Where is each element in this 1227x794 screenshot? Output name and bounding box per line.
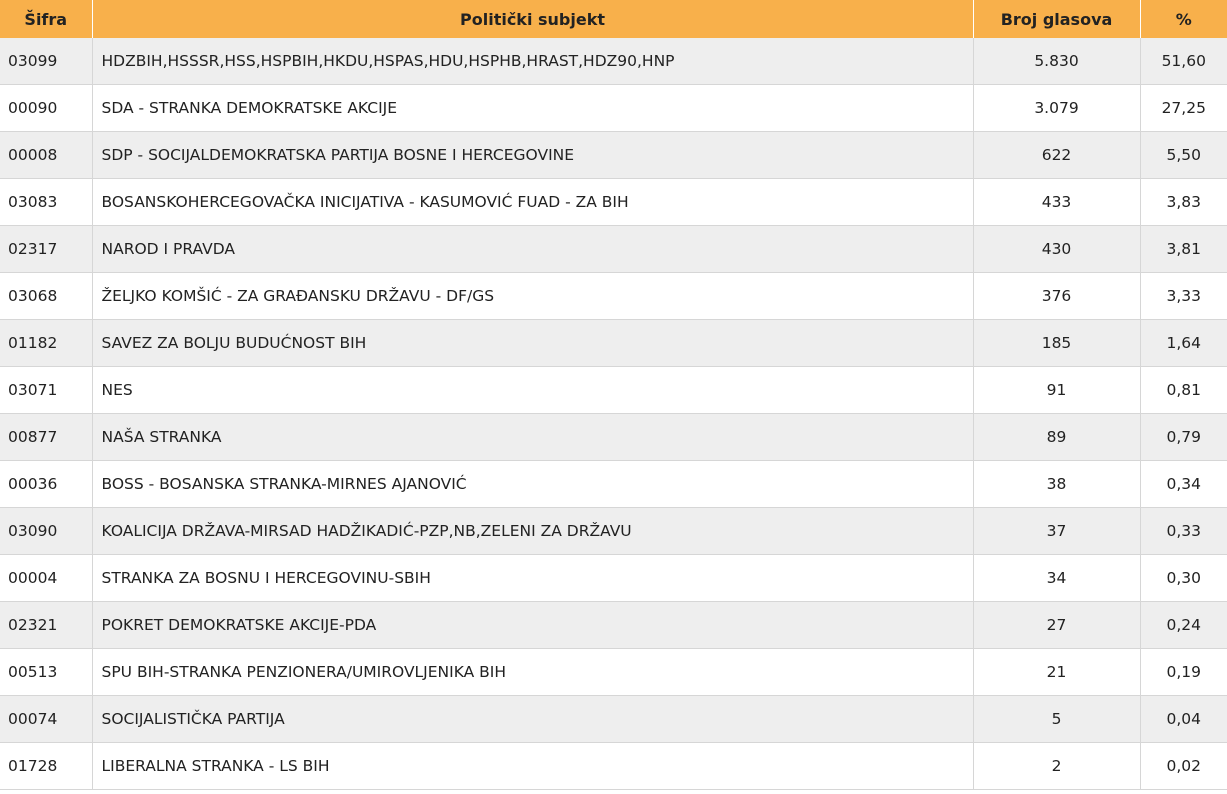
- cell-percent: 0,02: [1140, 743, 1227, 790]
- table-row: [0, 85, 1227, 132]
- cell-party-name: BOSANSKOHERCEGOVAČKA INICIJATIVA - KASUMOVIĆ FUAD - ZA BIH: [92, 179, 973, 226]
- cell-votes: 21: [973, 649, 1140, 696]
- table-row: [0, 649, 1227, 696]
- cell-percent: 0,04: [1140, 696, 1227, 743]
- column-header-party[interactable]: Politički subjekt: [92, 0, 973, 38]
- column-header-percent[interactable]: %: [1140, 0, 1227, 38]
- table-row: [0, 696, 1227, 743]
- cell-party-name: ŽELJKO KOMŠIĆ - ZA GRAĐANSKU DRŽAVU - DF/GS: [92, 273, 973, 320]
- cell-party-name: KOALICIJA DRŽAVA-MIRSAD HADŽIKADIĆ-PZP,NB,ZELENI ZA DRŽAVU: [92, 508, 973, 555]
- column-header-code[interactable]: Šifra: [0, 0, 92, 38]
- cell-party-name: BOSS - BOSANSKA STRANKA-MIRNES AJANOVIĆ: [92, 461, 973, 508]
- cell-party-name: SAVEZ ZA BOLJU BUDUĆNOST BIH: [92, 320, 973, 367]
- cell-party-name: LIBERALNA STRANKA - LS BIH: [92, 743, 973, 790]
- table-row: [0, 179, 1227, 226]
- cell-percent: 0,34: [1140, 461, 1227, 508]
- cell-percent: 0,24: [1140, 602, 1227, 649]
- cell-code: 00004: [0, 555, 92, 602]
- cell-votes: 3.079: [973, 85, 1140, 132]
- cell-code: 03068: [0, 273, 92, 320]
- cell-percent: 3,81: [1140, 226, 1227, 273]
- cell-percent: 0,33: [1140, 508, 1227, 555]
- cell-votes: 2: [973, 743, 1140, 790]
- cell-party-name: NAROD I PRAVDA: [92, 226, 973, 273]
- cell-party-name: SDA - STRANKA DEMOKRATSKE AKCIJE: [92, 85, 973, 132]
- cell-code: 03090: [0, 508, 92, 555]
- table-row: [0, 273, 1227, 320]
- cell-percent: 27,25: [1140, 85, 1227, 132]
- cell-percent: 0,81: [1140, 367, 1227, 414]
- cell-code: 03083: [0, 179, 92, 226]
- cell-percent: 1,64: [1140, 320, 1227, 367]
- table-row: [0, 602, 1227, 649]
- cell-code: 00090: [0, 85, 92, 132]
- table-row: [0, 132, 1227, 179]
- cell-votes: 89: [973, 414, 1140, 461]
- table-row: [0, 38, 1227, 85]
- cell-code: 00513: [0, 649, 92, 696]
- cell-votes: 376: [973, 273, 1140, 320]
- cell-party-name: STRANKA ZA BOSNU I HERCEGOVINU-SBIH: [92, 555, 973, 602]
- cell-code: 03071: [0, 367, 92, 414]
- cell-votes: 5: [973, 696, 1140, 743]
- cell-code: 02321: [0, 602, 92, 649]
- cell-code: 03099: [0, 38, 92, 85]
- cell-code: 02317: [0, 226, 92, 273]
- cell-percent: 0,30: [1140, 555, 1227, 602]
- cell-votes: 37: [973, 508, 1140, 555]
- table-body: [0, 38, 1227, 790]
- cell-party-name: HDZBIH,HSSSR,HSS,HSPBIH,HKDU,HSPAS,HDU,HSPHB,HRAST,HDZ90,HNP: [92, 38, 973, 85]
- cell-code: 00036: [0, 461, 92, 508]
- cell-code: 00877: [0, 414, 92, 461]
- table-row: [0, 461, 1227, 508]
- cell-votes: 622: [973, 132, 1140, 179]
- cell-party-name: NES: [92, 367, 973, 414]
- table-row: [0, 414, 1227, 461]
- table-row: [0, 320, 1227, 367]
- cell-votes: 27: [973, 602, 1140, 649]
- table-row: [0, 367, 1227, 414]
- cell-percent: 51,60: [1140, 38, 1227, 85]
- cell-votes: 185: [973, 320, 1140, 367]
- cell-votes: 5.830: [973, 38, 1140, 85]
- header-row: [0, 0, 1227, 38]
- cell-votes: 433: [973, 179, 1140, 226]
- cell-party-name: POKRET DEMOKRATSKE AKCIJE-PDA: [92, 602, 973, 649]
- cell-votes: 91: [973, 367, 1140, 414]
- table-header: [0, 0, 1227, 38]
- table-row: [0, 226, 1227, 273]
- cell-party-name: SOCIJALISTIČKA PARTIJA: [92, 696, 973, 743]
- cell-party-name: NAŠA STRANKA: [92, 414, 973, 461]
- cell-votes: 430: [973, 226, 1140, 273]
- cell-percent: 0,19: [1140, 649, 1227, 696]
- cell-percent: 0,79: [1140, 414, 1227, 461]
- cell-code: 00008: [0, 132, 92, 179]
- column-header-votes[interactable]: Broj glasova: [973, 0, 1140, 38]
- cell-code: 01728: [0, 743, 92, 790]
- cell-percent: 3,33: [1140, 273, 1227, 320]
- table-row: [0, 555, 1227, 602]
- cell-code: 01182: [0, 320, 92, 367]
- cell-party-name: SDP - SOCIJALDEMOKRATSKA PARTIJA BOSNE I HERCEGOVINE: [92, 132, 973, 179]
- cell-votes: 34: [973, 555, 1140, 602]
- cell-code: 00074: [0, 696, 92, 743]
- cell-percent: 3,83: [1140, 179, 1227, 226]
- cell-party-name: SPU BIH-STRANKA PENZIONERA/UMIROVLJENIKA BIH: [92, 649, 973, 696]
- table-row: [0, 508, 1227, 555]
- cell-percent: 5,50: [1140, 132, 1227, 179]
- cell-votes: 38: [973, 461, 1140, 508]
- table-row: [0, 743, 1227, 790]
